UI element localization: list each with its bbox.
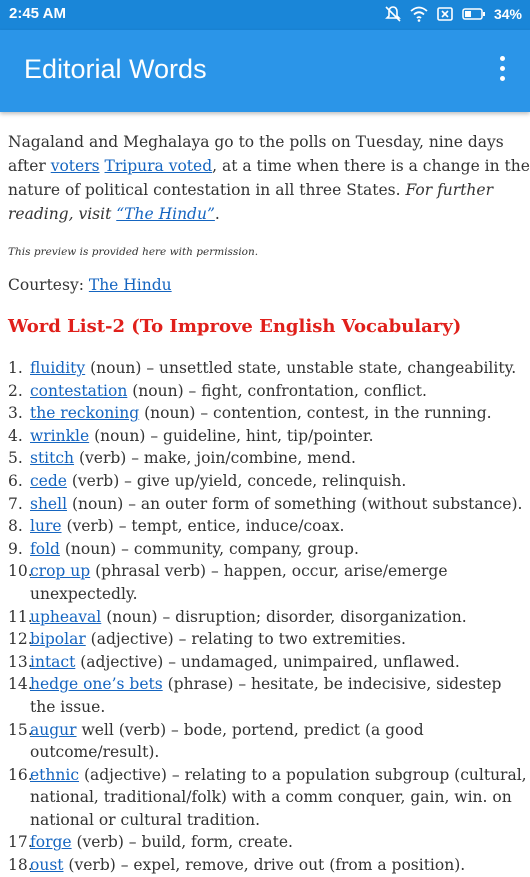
word-link[interactable]: lure: [30, 517, 62, 536]
item-body: [30, 854, 530, 877]
app-title: Editorial Words: [24, 54, 207, 84]
further-reading-text: For further reading, visit: [8, 181, 493, 223]
status-icons: [384, 5, 522, 23]
word-definition: well (verb) – bode, portend, predict (a good outcome/result).: [30, 720, 424, 762]
item-number: 1.: [8, 359, 23, 377]
word-definition: (noun) – disruption; disorder, disorganization.: [101, 607, 467, 626]
item-body: [30, 764, 530, 832]
list-item: [8, 764, 530, 832]
voters-link[interactable]: voters: [50, 157, 100, 175]
list-item: [8, 447, 530, 470]
item-body: [30, 493, 530, 516]
no-sim-icon: [436, 5, 454, 23]
battery-icon: [462, 5, 486, 23]
item-number: 14.: [8, 675, 33, 694]
item-body: [30, 380, 530, 403]
paragraph-text: .: [214, 205, 220, 223]
list-item: [8, 560, 530, 605]
item-body: [30, 515, 530, 538]
paragraph-text: Nagaland and Meghalaya go to the polls on Tuesday, nine days after: [8, 133, 504, 175]
list-item: [8, 515, 530, 538]
word-link[interactable]: augur: [30, 720, 77, 739]
item-body: [30, 831, 530, 854]
list-item: [8, 538, 530, 561]
word-link[interactable]: oust: [30, 856, 64, 875]
item-number: 10.: [8, 562, 33, 581]
the-hindu-article-link[interactable]: “The Hindu”: [116, 205, 215, 223]
item-number: 9.: [8, 539, 23, 558]
item-number: 18.: [8, 856, 33, 875]
word-list-heading: Word List-2 (To Improve English Vocabulary): [8, 316, 462, 337]
word-definition: (noun) – unsettled state, unstable state, changeability.: [85, 359, 517, 377]
list-item: [8, 402, 530, 425]
word-link[interactable]: the reckoning: [30, 404, 140, 423]
list-item: [8, 470, 530, 493]
item-number: 3.: [8, 404, 23, 423]
item-body: [30, 447, 530, 470]
word-link[interactable]: ethnic: [30, 765, 80, 784]
word-definition: (verb) – make, join/combine, mend.: [74, 449, 356, 468]
item-body: [30, 651, 530, 674]
word-definition: (verb) – build, form, create.: [71, 833, 293, 852]
item-number: 4.: [8, 426, 23, 445]
courtesy-label: Courtesy:: [8, 276, 89, 294]
word-definition: (noun) – community, company, group.: [59, 539, 359, 558]
word-link[interactable]: fluidity: [30, 359, 86, 377]
word-link[interactable]: stitch: [30, 449, 75, 468]
status-bar: [0, 0, 530, 30]
wifi-icon: [410, 5, 428, 23]
article-content: [8, 122, 530, 877]
item-number: 6.: [8, 471, 23, 490]
list-item: [8, 719, 530, 764]
word-link[interactable]: shell: [30, 494, 68, 513]
item-body: [30, 560, 530, 605]
list-item: [8, 425, 530, 448]
word-definition: (adjective) – relating to a population subgroup (cultural, national, traditional/folk) with a comm conquer, gain, win. on national or cultural tradition.: [30, 765, 527, 829]
battery-level: 34%: [493, 6, 522, 22]
word-definition: (adjective) – relating to two extremities.: [85, 630, 406, 649]
permission-note: This preview is provided here with permission.: [8, 246, 259, 258]
word-link[interactable]: hedge one’s bets: [30, 675, 163, 694]
item-number: 17.: [8, 833, 33, 852]
item-body: [30, 425, 530, 448]
list-item: [8, 651, 530, 674]
overflow-menu-icon[interactable]: [496, 56, 508, 88]
list-item: [8, 673, 530, 718]
list-item: [8, 357, 530, 380]
word-definition: (noun) – guideline, hint, tip/pointer.: [89, 426, 374, 445]
word-link[interactable]: forge: [30, 833, 72, 852]
word-definition: (verb) – expel, remove, drive out (from a position).: [63, 856, 466, 875]
item-number: 5.: [8, 449, 23, 468]
word-definition: (verb) – tempt, entice, induce/coax.: [61, 517, 345, 536]
item-body: [30, 628, 530, 651]
word-link[interactable]: crop up: [30, 562, 91, 581]
item-body: [30, 538, 530, 561]
list-item: [8, 493, 530, 516]
item-body: [30, 606, 530, 629]
item-number: 11.: [8, 607, 33, 626]
item-body: [30, 719, 530, 764]
list-item: [8, 831, 530, 854]
item-body: [30, 673, 530, 718]
item-number: 2.: [8, 381, 23, 400]
item-body: [30, 357, 530, 380]
word-definition: (verb) – give up/yield, concede, relinquish.: [66, 471, 407, 490]
word-definition: (phrase) – hesitate, be indecisive, sidestep the issue.: [30, 675, 502, 716]
item-number: 7.: [8, 494, 23, 513]
word-link[interactable]: fold: [30, 539, 60, 558]
word-link[interactable]: bipolar: [30, 630, 86, 649]
item-number: 8.: [8, 517, 23, 536]
word-link[interactable]: intact: [30, 652, 76, 671]
silent-icon: [384, 5, 402, 23]
app-bar: [0, 30, 530, 112]
list-item: [8, 606, 530, 629]
list-item: [8, 854, 530, 877]
tripura-voted-link[interactable]: Tripura voted: [104, 157, 213, 175]
word-definition: (noun) – contention, contest, in the running.: [139, 404, 492, 423]
list-item: [8, 628, 530, 651]
item-number: 15.: [8, 720, 33, 739]
word-definition: (noun) – fight, confrontation, conflict.: [127, 381, 427, 400]
word-link[interactable]: contestation: [30, 381, 128, 400]
word-list: [8, 357, 530, 877]
item-body: [30, 402, 530, 425]
item-number: 16.: [8, 765, 33, 784]
status-time: 2:45 AM: [9, 5, 66, 22]
item-body: [30, 470, 530, 493]
word-link[interactable]: cede: [30, 471, 67, 490]
word-definition: (noun) – an outer form of something (without substance).: [67, 494, 523, 513]
courtesy-link[interactable]: The Hindu: [88, 276, 172, 294]
paragraph-text: , at a time when there is a change in the nature of political contestation in all three States.: [8, 157, 530, 199]
item-number: 12.: [8, 630, 33, 649]
word-definition: (adjective) – undamaged, unimpaired, unflawed.: [75, 652, 460, 671]
word-link[interactable]: wrinkle: [30, 426, 90, 445]
word-definition: (phrasal verb) – happen, occur, arise/emerge unexpectedly.: [30, 562, 448, 603]
word-link[interactable]: upheaval: [30, 607, 102, 626]
courtesy-line: [8, 276, 530, 294]
list-item: [8, 380, 530, 403]
article-paragraph: [8, 130, 530, 226]
item-number: 13.: [8, 652, 33, 671]
